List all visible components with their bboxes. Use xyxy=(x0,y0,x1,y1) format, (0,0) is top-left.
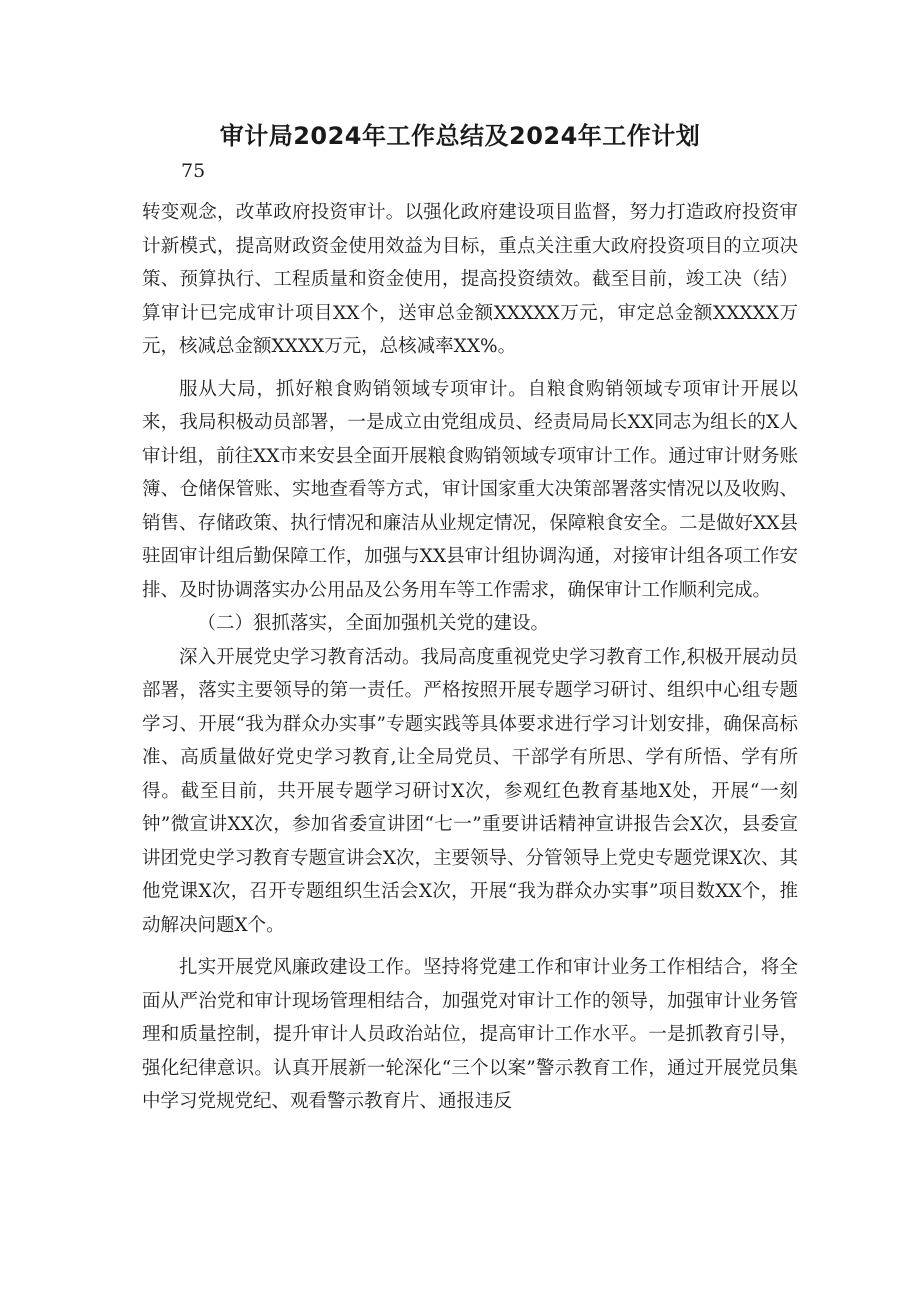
section-heading: （二）狠抓落实，全面加强机关党的建设。 xyxy=(197,613,550,634)
document-body xyxy=(142,196,798,1119)
paragraph: 服从大局，抓好粮食购销领域专项审计。自粮食购销领域专项审计开展以来，我局积极动员部署，一是成立由党组成员、经责局局长XX同志为组长的X人审计组，前往XX市来安县全面开展粮食购销领域专项审计工作。通过审计财务账簿、仓储保管账、实地查看等方式，审计国家重大决策部署落实情况以及收购、销售、存储政策、执行情况和廉洁从业规定情况，保障粮食安全。二是做好XX县驻固审计组后勤保障工作，加强与XX县审计组协调沟通，对接审计组各项工作安排、及时协调落实办公用品及公务用车等工作需求，确保审计工作顺利完成。 xyxy=(142,378,798,601)
paragraph: 深入开展党史学习教育活动。我局高度重视党史学习教育工作,积极开展动员部署，落实主要领导的第一责任。严格按照开展专题学习研讨、组织中心组专题学习、开展“我为群众办实事”专题实践等具体要求进行学习计划安排，确保高标准、高质量做好党史学习教育,让全局党员、干部学有所思、学有所悟、学有所得。截至目前，共开展专题学习研讨X次，参观红色教育基地X处，开展“一刻钟”微宣讲XX次，参加省委宣讲团“七一”重要讲话精神宣讲报告会X次，县委宣讲团党史学习教育专题宣讲会X次，主要领导、分管领导上党史专题党课X次、其他党课X次，召开专题组织生活会X次，开展“我为群众办实事”项目数XX个，推动解决问题X个。 xyxy=(142,646,798,936)
document-title: 审计局2024年工作总结及2024年工作计划 xyxy=(219,122,701,150)
paragraph: 转变观念，改革政府投资审计。以强化政府建设项目监督，努力打造政府投资审计新模式，提高财政资金使用效益为目标，重点关注重大政府投资项目的立项决策、预算执行、工程质量和资金使用，提高投资绩效。截至目前，竣工决（结）算审计已完成审计项目XX个，送审总金额XXXXX万元，审定总金额XXXXX万元，核减总金额XXXX万元，总核减率XX%。 xyxy=(142,202,798,357)
paragraph: 扎实开展党风廉政建设工作。坚持将党建工作和审计业务工作相结合，将全面从严治党和审计现场管理相结合，加强党对审计工作的领导，加强审计业务管理和质量控制，提升审计人员政治站位，提高审计工作水平。一是抓教育引导，强化纪律意识。认真开展新一轮深化“三个以案”警示教育工作，通过开展党员集中学习党规党纪、观看警示教育片、通报违反 xyxy=(142,957,798,1112)
page-number: 75 xyxy=(181,160,206,182)
